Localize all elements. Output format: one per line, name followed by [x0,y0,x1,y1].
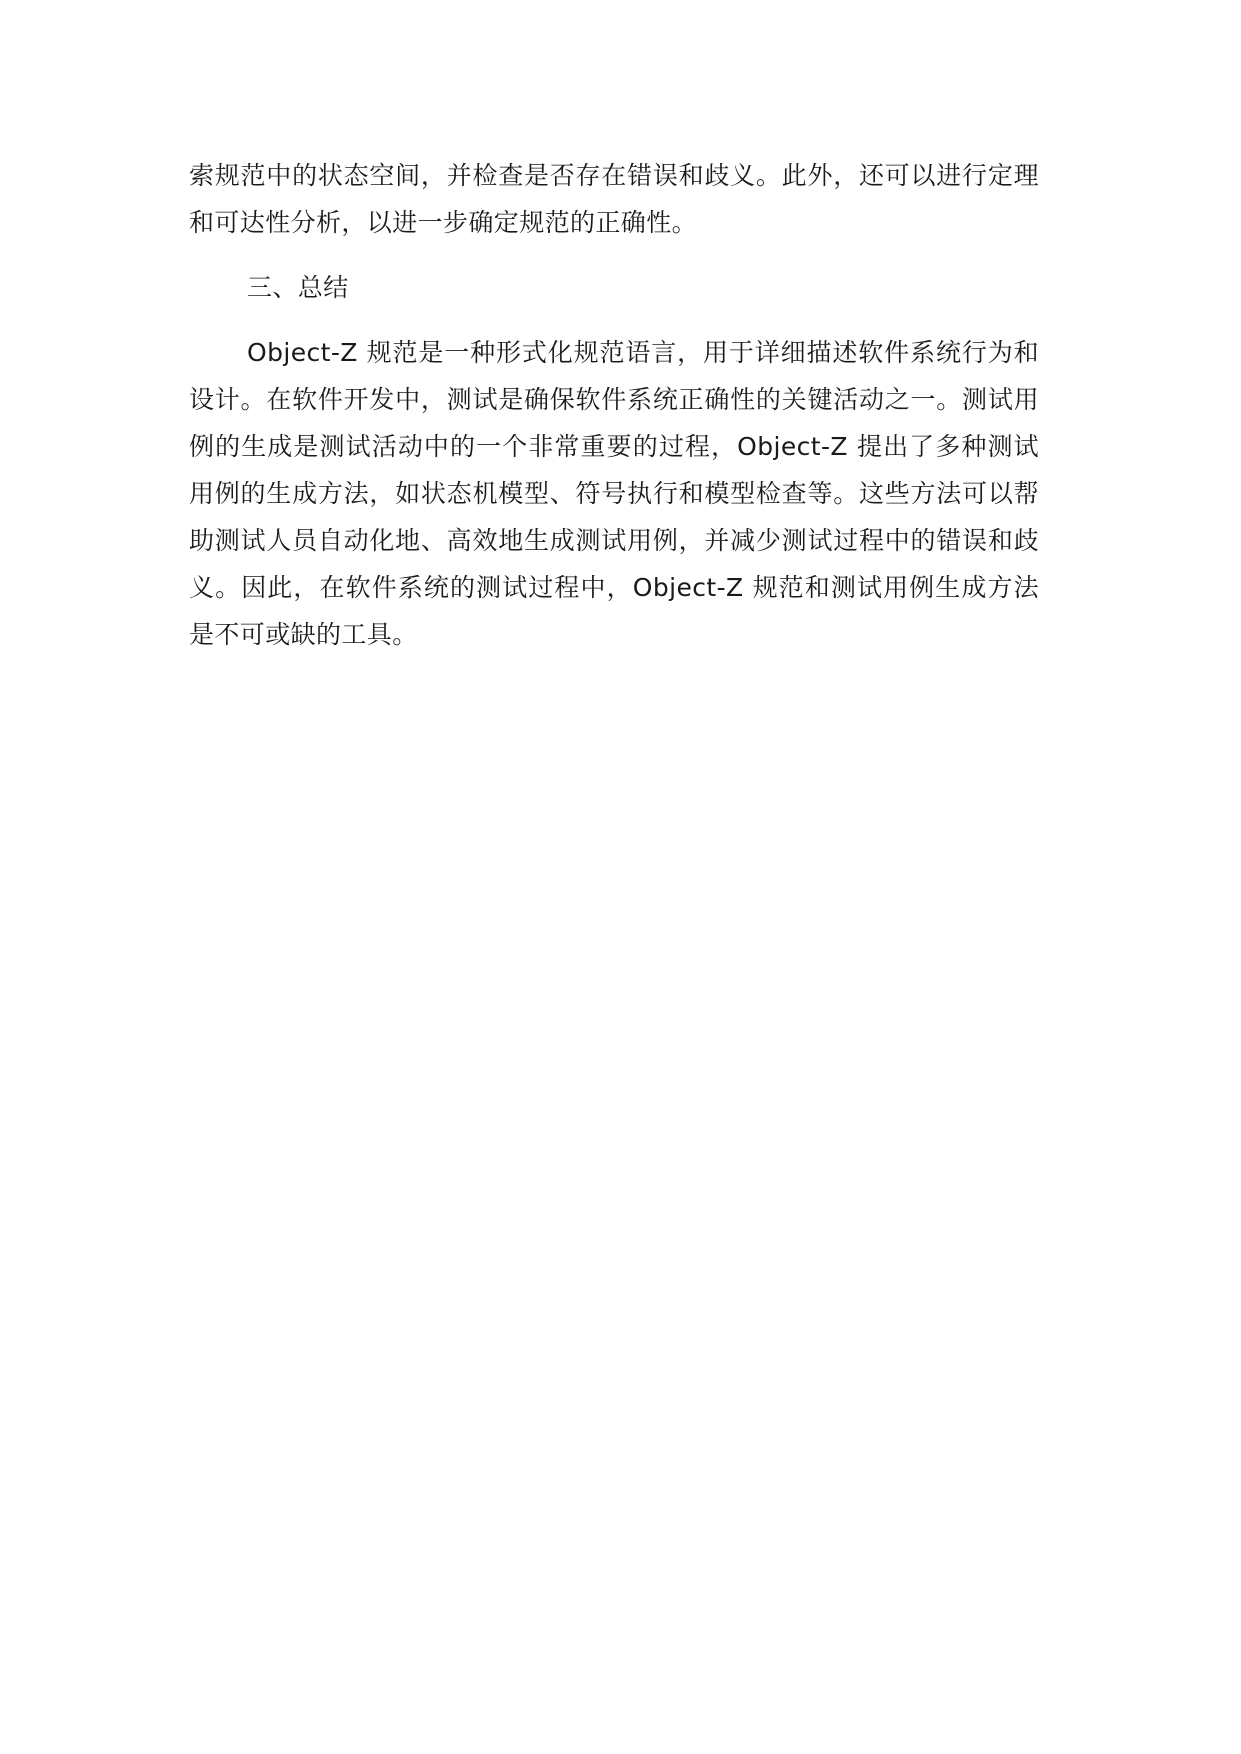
document-body [189,152,1039,658]
summary-paragraph: Object-Z 规范是一种形式化规范语言，用于详细描述软件系统行为和设计。在软件开发中，测试是确保软件系统正确性的关键活动之一。测试用例的生成是测试活动中的一个非常重要的过程，Object-Z 提出了多种测试用例的生成方法，如状态机模型、符号执行和模型检查等。这些方法可以帮助测试人员自动化地、高效地生成测试用例，并减少测试过程中的错误和歧义。因此，在软件系统的测试过程中，Object-Z 规范和测试用例生成方法是不可或缺的工具。 [189,338,1039,649]
paragraph-continued: 索规范中的状态空间，并检查是否存在错误和歧义。此外，还可以进行定理和可达性分析，以进一步确定规范的正确性。 [189,161,1039,237]
section-heading: 三、总结 [247,273,349,302]
